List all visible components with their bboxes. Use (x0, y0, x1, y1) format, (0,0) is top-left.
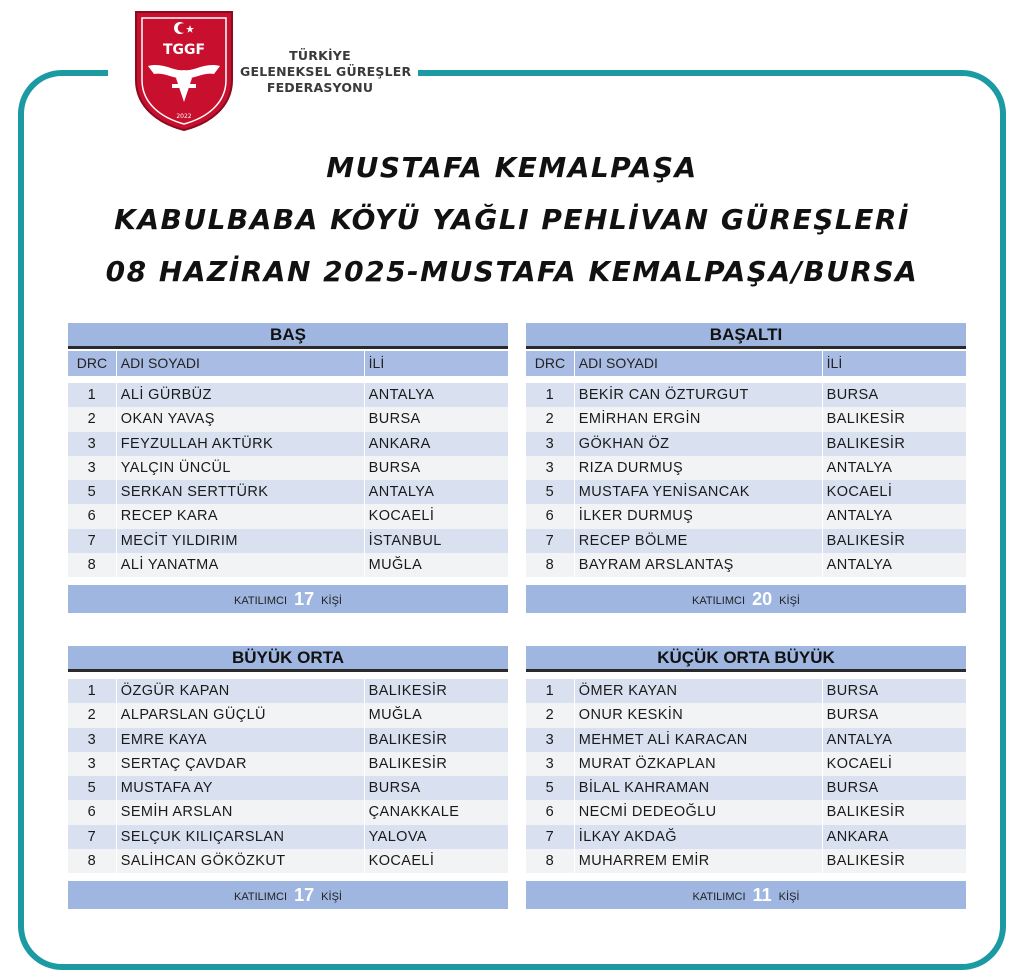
rank-cell: 6 (87, 508, 97, 525)
name-cell: BEKİR CAN ÖZTURGUT (574, 383, 822, 407)
title-line: 08 HAZİRAN 2025-MUSTAFA KEMALPAŞA/BURSA (105, 255, 919, 288)
category-table (68, 323, 508, 613)
name-cell: ONUR KESKİN (574, 703, 822, 727)
category-title: KÜÇÜK ORTA BÜYÜK (526, 646, 966, 672)
table-row (526, 407, 966, 431)
org-line: GELENEKSEL GÜREŞLER (240, 64, 412, 79)
rank-cell: 3 (545, 731, 555, 748)
table-row (526, 529, 966, 553)
rank-cell: 1 (545, 683, 555, 699)
name-cell: OKAN YAVAŞ (116, 407, 364, 431)
name-cell: İLKAY AKDAĞ (574, 825, 822, 849)
city-cell: KOCAELİ (822, 480, 966, 504)
org-line: TÜRKİYE (289, 48, 351, 63)
name-cell: GÖKHAN ÖZ (574, 432, 822, 456)
rank-cell: 8 (87, 853, 97, 870)
table-row (526, 553, 966, 577)
participant-label: KATILIMCI (692, 891, 746, 904)
rank-cell: 2 (87, 411, 97, 428)
name-cell: MURAT ÖZKAPLAN (574, 752, 822, 776)
table-row (68, 703, 508, 727)
city-cell: ANTALYA (822, 728, 966, 752)
name-cell: BİLAL KAHRAMAN (574, 776, 822, 800)
participant-count (68, 881, 508, 909)
city-cell: BALIKESİR (364, 752, 508, 776)
table-row (526, 752, 966, 776)
rank-cell: 3 (545, 459, 555, 476)
city-cell: ANTALYA (364, 383, 508, 407)
city-cell: BALIKESİR (822, 432, 966, 456)
city-cell: BALIKESİR (822, 407, 966, 431)
city-cell: ANTALYA (822, 504, 966, 528)
name-cell: EMİRHAN ERGİN (574, 407, 822, 431)
table-row (68, 679, 508, 703)
city-cell: ANTALYA (822, 553, 966, 577)
name-cell: MUHARREM EMİR (574, 849, 822, 873)
city-cell: MUĞLA (364, 553, 508, 577)
participant-label: KATILIMCI (692, 595, 746, 608)
table-row (68, 752, 508, 776)
rank-cell: 2 (545, 707, 555, 724)
rank-cell: 6 (545, 804, 555, 821)
table-row (526, 456, 966, 480)
participant-count (526, 585, 966, 613)
table-row (526, 849, 966, 873)
table-row (526, 383, 966, 407)
city-cell: KOCAELİ (822, 752, 966, 776)
city-cell: KOCAELİ (364, 849, 508, 873)
city-cell: ANKARA (364, 432, 508, 456)
city-cell: YALOVA (364, 825, 508, 849)
table-row (526, 800, 966, 824)
city-cell: BALIKESİR (822, 800, 966, 824)
city-cell: BURSA (822, 776, 966, 800)
table-row (526, 703, 966, 727)
logo-year: 2022 (176, 113, 192, 120)
title-line: MUSTAFA KEMALPAŞA (326, 151, 698, 184)
city-cell: BURSA (364, 407, 508, 431)
category-table (68, 646, 508, 909)
title-line: KABULBABA KÖYÜ YAĞLI PEHLİVAN GÜREŞLERİ (114, 203, 910, 236)
col-name: ADI SOYADI (574, 351, 822, 376)
rank-cell: 5 (87, 780, 97, 797)
table-row (68, 480, 508, 504)
rank-cell: 8 (545, 557, 555, 574)
participant-number: 20 (752, 589, 773, 610)
rank-cell: 8 (87, 557, 97, 574)
rank-cell: 5 (545, 484, 555, 501)
table-row (68, 776, 508, 800)
participant-count (526, 881, 966, 909)
table-row (68, 407, 508, 431)
rank-cell: 1 (545, 387, 555, 403)
col-drc: DRC (76, 355, 108, 371)
name-cell: MUSTAFA YENİSANCAK (574, 480, 822, 504)
category-title: BAŞALTI (526, 323, 966, 349)
name-cell: SEMİH ARSLAN (116, 800, 364, 824)
table-row (68, 849, 508, 873)
city-cell: MUĞLA (364, 703, 508, 727)
rank-cell: 3 (87, 435, 97, 452)
table-row (68, 504, 508, 528)
participant-unit: KİŞİ (321, 891, 342, 904)
category-table (526, 646, 966, 909)
table-row (68, 800, 508, 824)
table-row (68, 553, 508, 577)
city-cell: BURSA (822, 383, 966, 407)
rank-cell: 7 (87, 532, 97, 549)
name-cell: SALİHCAN GÖKÖZKUT (116, 849, 364, 873)
name-cell: MECİT YILDIRIM (116, 529, 364, 553)
logo-text: TGGF (162, 42, 206, 58)
name-cell: NECMİ DEDEOĞLU (574, 800, 822, 824)
table-row (526, 728, 966, 752)
participant-unit: KİŞİ (778, 891, 800, 904)
city-cell: BALIKESİR (822, 529, 966, 553)
city-cell: BURSA (822, 679, 966, 703)
table-row (526, 480, 966, 504)
participant-label: KATILIMCI (234, 891, 288, 904)
rank-cell: 7 (545, 828, 555, 845)
rank-cell: 1 (87, 387, 97, 403)
col-name: ADI SOYADI (116, 351, 364, 376)
name-cell: ÖZGÜR KAPAN (116, 679, 364, 703)
rank-cell: 7 (545, 532, 555, 549)
rank-cell: 5 (545, 780, 555, 797)
name-cell: ÖMER KAYAN (574, 679, 822, 703)
table-row (526, 504, 966, 528)
rank-cell: 2 (545, 411, 555, 428)
city-cell: ANKARA (822, 825, 966, 849)
participant-number: 17 (294, 589, 315, 610)
col-city: İLİ (822, 351, 966, 376)
column-header-row (526, 351, 966, 376)
rank-cell: 3 (87, 459, 97, 476)
table-row (68, 529, 508, 553)
participant-number: 17 (294, 885, 315, 906)
name-cell: ALİ YANATMA (116, 553, 364, 577)
table-row (526, 432, 966, 456)
city-cell: BURSA (364, 776, 508, 800)
rank-cell: 8 (545, 853, 555, 870)
city-cell: BURSA (364, 456, 508, 480)
event-title (0, 142, 1024, 298)
table-row (68, 456, 508, 480)
city-cell: BURSA (822, 703, 966, 727)
column-header-row (68, 351, 508, 376)
name-cell: MUSTAFA AY (116, 776, 364, 800)
rank-cell: 3 (87, 755, 97, 772)
name-cell: RECEP KARA (116, 504, 364, 528)
name-cell: RIZA DURMUŞ (574, 456, 822, 480)
table-row (526, 825, 966, 849)
table-row (68, 383, 508, 407)
rank-cell: 6 (545, 508, 555, 525)
name-cell: MEHMET ALİ KARACAN (574, 728, 822, 752)
city-cell: ÇANAKKALE (364, 800, 508, 824)
city-cell: ANTALYA (364, 480, 508, 504)
col-drc: DRC (534, 355, 566, 371)
city-cell: BALIKESİR (364, 679, 508, 703)
name-cell: YALÇIN ÜNCÜL (116, 456, 364, 480)
category-title: BAŞ (68, 323, 508, 349)
name-cell: EMRE KAYA (116, 728, 364, 752)
table-row (526, 679, 966, 703)
name-cell: ALPARSLAN GÜÇLÜ (116, 703, 364, 727)
name-cell: SELÇUK KILIÇARSLAN (116, 825, 364, 849)
rank-cell: 6 (87, 804, 97, 821)
city-cell: BALIKESİR (364, 728, 508, 752)
name-cell: SERKAN SERTTÜRK (116, 480, 364, 504)
rank-cell: 3 (545, 755, 555, 772)
participant-unit: KİŞİ (321, 595, 342, 608)
category-table (526, 323, 966, 613)
city-cell: ANTALYA (822, 456, 966, 480)
name-cell: RECEP BÖLME (574, 529, 822, 553)
col-city: İLİ (364, 351, 508, 376)
name-cell: BAYRAM ARSLANTAŞ (574, 553, 822, 577)
rank-cell: 3 (87, 731, 97, 748)
name-cell: İLKER DURMUŞ (574, 504, 822, 528)
rank-cell: 7 (87, 828, 97, 845)
name-cell: ALİ GÜRBÜZ (116, 383, 364, 407)
category-title: BÜYÜK ORTA (68, 646, 508, 672)
table-row (68, 825, 508, 849)
rank-cell: 2 (87, 707, 97, 724)
rank-cell: 5 (87, 484, 97, 501)
rank-cell: 3 (545, 435, 555, 452)
city-cell: KOCAELİ (364, 504, 508, 528)
participant-number: 11 (752, 885, 772, 906)
org-line: FEDERASYONU (266, 80, 374, 95)
name-cell: SERTAÇ ÇAVDAR (116, 752, 364, 776)
table-row (68, 728, 508, 752)
name-cell: FEYZULLAH AKTÜRK (116, 432, 364, 456)
participant-label: KATILIMCI (234, 595, 288, 608)
city-cell: İSTANBUL (364, 529, 508, 553)
rank-cell: 1 (87, 683, 97, 699)
city-cell: BALIKESİR (822, 849, 966, 873)
table-row (526, 776, 966, 800)
table-row (68, 432, 508, 456)
federation-name (240, 48, 412, 96)
tggf-logo (130, 10, 238, 132)
participant-unit: KİŞİ (779, 595, 800, 608)
participant-count (68, 585, 508, 613)
